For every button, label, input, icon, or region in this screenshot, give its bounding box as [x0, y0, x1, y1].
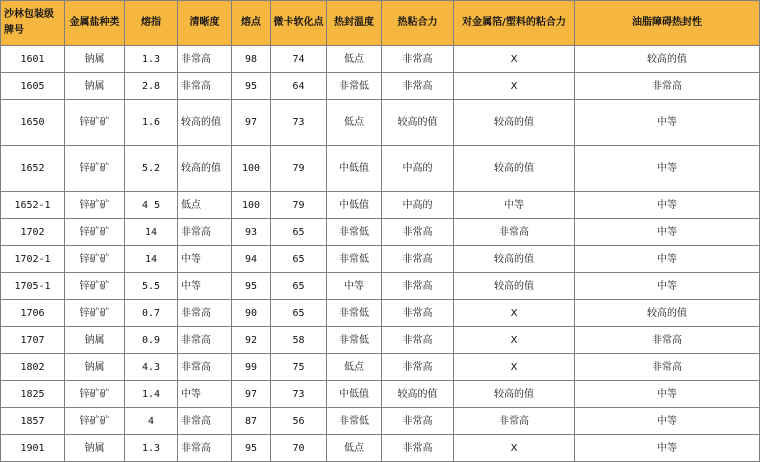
table-row: [1, 300, 760, 327]
cell-clarity: 非常高: [178, 354, 232, 381]
cell-clarity: 非常高: [178, 219, 232, 246]
cell-adhesion: 中等: [454, 192, 575, 219]
cell-grade: 1857: [1, 408, 65, 435]
cell-clarity: 中等: [178, 273, 232, 300]
cell-seal-temp: 非常低: [327, 219, 382, 246]
header-seal-temperature: 热封温度: [327, 1, 382, 46]
table-row: [1, 354, 760, 381]
cell-melting-point: 94: [232, 246, 271, 273]
cell-hot-tack: 非常高: [382, 435, 454, 462]
cell-seal-temp: 低点: [327, 46, 382, 73]
cell-melt-index: 1.3: [125, 435, 178, 462]
cell-vicat: 73: [271, 100, 327, 146]
cell-vicat: 73: [271, 381, 327, 408]
table-row: [1, 46, 760, 73]
cell-grease: 非常高: [575, 327, 760, 354]
cell-melting-point: 95: [232, 273, 271, 300]
cell-melting-point: 100: [232, 192, 271, 219]
cell-clarity: 非常高: [178, 408, 232, 435]
cell-melting-point: 100: [232, 146, 271, 192]
cell-seal-temp: 非常低: [327, 300, 382, 327]
cell-adhesion: 较高的值: [454, 100, 575, 146]
header-metal-salt: 金属盐种类: [65, 1, 125, 46]
cell-melt-index: 1.6: [125, 100, 178, 146]
cell-melting-point: 98: [232, 46, 271, 73]
cell-metal-salt: 钠属: [65, 46, 125, 73]
cell-seal-temp: 低点: [327, 354, 382, 381]
cell-hot-tack: 中高的: [382, 192, 454, 219]
cell-melting-point: 97: [232, 381, 271, 408]
cell-melting-point: 93: [232, 219, 271, 246]
cell-seal-temp: 非常低: [327, 73, 382, 100]
cell-grease: 中等: [575, 146, 760, 192]
cell-melt-index: 4.3: [125, 354, 178, 381]
cell-seal-temp: 中等: [327, 273, 382, 300]
cell-grade: 1652: [1, 146, 65, 192]
cell-seal-temp: 中低值: [327, 381, 382, 408]
cell-clarity: 非常高: [178, 327, 232, 354]
cell-melt-index: 4 5: [125, 192, 178, 219]
table-row: [1, 100, 760, 146]
cell-metal-salt: 钠属: [65, 354, 125, 381]
cell-metal-salt: 钠属: [65, 327, 125, 354]
cell-clarity: 非常高: [178, 435, 232, 462]
cell-seal-temp: 低点: [327, 435, 382, 462]
cell-vicat: 58: [271, 327, 327, 354]
cell-adhesion: X: [454, 327, 575, 354]
cell-metal-salt: 锌矿矿: [65, 300, 125, 327]
cell-vicat: 65: [271, 300, 327, 327]
cell-clarity: 非常高: [178, 300, 232, 327]
cell-hot-tack: 较高的值: [382, 381, 454, 408]
cell-hot-tack: 非常高: [382, 327, 454, 354]
cell-seal-temp: 非常低: [327, 408, 382, 435]
cell-seal-temp: 低点: [327, 100, 382, 146]
cell-melting-point: 87: [232, 408, 271, 435]
cell-grade: 1702-1: [1, 246, 65, 273]
header-melt-index: 熔指: [125, 1, 178, 46]
cell-grease: 中等: [575, 192, 760, 219]
cell-melt-index: 2.8: [125, 73, 178, 100]
cell-adhesion: 非常高: [454, 408, 575, 435]
cell-vicat: 65: [271, 246, 327, 273]
cell-metal-salt: 锌矿矿: [65, 381, 125, 408]
cell-seal-temp: 中低值: [327, 192, 382, 219]
cell-vicat: 79: [271, 192, 327, 219]
cell-grease: 较高的值: [575, 46, 760, 73]
table-row: [1, 73, 760, 100]
table-row: [1, 192, 760, 219]
cell-melting-point: 92: [232, 327, 271, 354]
cell-metal-salt: 锌矿矿: [65, 273, 125, 300]
cell-melt-index: 14: [125, 219, 178, 246]
cell-adhesion: 非常高: [454, 219, 575, 246]
cell-grade: 1901: [1, 435, 65, 462]
cell-adhesion: 较高的值: [454, 273, 575, 300]
cell-hot-tack: 非常高: [382, 300, 454, 327]
header-hot-tack: 热粘合力: [382, 1, 454, 46]
cell-grade: 1650: [1, 100, 65, 146]
cell-adhesion: X: [454, 354, 575, 381]
cell-metal-salt: 锌矿矿: [65, 219, 125, 246]
cell-grease: 中等: [575, 100, 760, 146]
table-row: [1, 219, 760, 246]
cell-vicat: 79: [271, 146, 327, 192]
table-row: [1, 435, 760, 462]
cell-seal-temp: 非常低: [327, 246, 382, 273]
cell-seal-temp: 中低值: [327, 146, 382, 192]
cell-adhesion: X: [454, 73, 575, 100]
header-clarity: 清晰度: [178, 1, 232, 46]
cell-melt-index: 1.3: [125, 46, 178, 73]
cell-hot-tack: 非常高: [382, 273, 454, 300]
cell-hot-tack: 非常高: [382, 46, 454, 73]
cell-grease: 中等: [575, 435, 760, 462]
cell-grade: 1705-1: [1, 273, 65, 300]
cell-grease: 非常高: [575, 354, 760, 381]
cell-grease: 中等: [575, 246, 760, 273]
cell-metal-salt: 锌矿矿: [65, 100, 125, 146]
cell-melting-point: 90: [232, 300, 271, 327]
cell-grade: 1825: [1, 381, 65, 408]
cell-melt-index: 4: [125, 408, 178, 435]
cell-metal-salt: 钠属: [65, 435, 125, 462]
header-grade: 沙林包装级牌号: [1, 1, 65, 46]
cell-melt-index: 14: [125, 246, 178, 273]
cell-adhesion: 较高的值: [454, 146, 575, 192]
cell-adhesion: 较高的值: [454, 381, 575, 408]
cell-adhesion: 较高的值: [454, 246, 575, 273]
cell-vicat: 70: [271, 435, 327, 462]
cell-vicat: 65: [271, 273, 327, 300]
cell-melting-point: 97: [232, 100, 271, 146]
cell-grease: 较高的值: [575, 300, 760, 327]
cell-clarity: 中等: [178, 246, 232, 273]
cell-metal-salt: 锌矿矿: [65, 146, 125, 192]
cell-vicat: 75: [271, 354, 327, 381]
cell-grade: 1702: [1, 219, 65, 246]
cell-melt-index: 0.7: [125, 300, 178, 327]
header-vicat-softening: 微卡软化点: [271, 1, 327, 46]
cell-grade: 1706: [1, 300, 65, 327]
cell-melting-point: 95: [232, 435, 271, 462]
cell-metal-salt: 锌矿矿: [65, 408, 125, 435]
table-row: [1, 246, 760, 273]
cell-melt-index: 5.5: [125, 273, 178, 300]
cell-melt-index: 1.4: [125, 381, 178, 408]
cell-clarity: 中等: [178, 381, 232, 408]
cell-seal-temp: 非常低: [327, 327, 382, 354]
cell-grade: 1802: [1, 354, 65, 381]
header-row: [1, 1, 760, 46]
cell-grease: 中等: [575, 381, 760, 408]
cell-hot-tack: 非常高: [382, 408, 454, 435]
table-row: [1, 146, 760, 192]
cell-adhesion: X: [454, 300, 575, 327]
cell-grease: 中等: [575, 219, 760, 246]
cell-metal-salt: 锌矿矿: [65, 246, 125, 273]
table-row: [1, 327, 760, 354]
cell-grease: 中等: [575, 408, 760, 435]
cell-melting-point: 95: [232, 73, 271, 100]
cell-adhesion: X: [454, 435, 575, 462]
header-grease-resistance: 油脂障碍热封性: [575, 1, 760, 46]
cell-metal-salt: 钠属: [65, 73, 125, 100]
cell-vicat: 56: [271, 408, 327, 435]
cell-clarity: 较高的值: [178, 146, 232, 192]
cell-hot-tack: 非常高: [382, 219, 454, 246]
cell-melt-index: 5.2: [125, 146, 178, 192]
table-body: [1, 46, 760, 462]
cell-grease: 中等: [575, 273, 760, 300]
table-row: [1, 381, 760, 408]
header-melting-point: 熔点: [232, 1, 271, 46]
cell-grade: 1601: [1, 46, 65, 73]
cell-hot-tack: 较高的值: [382, 100, 454, 146]
table-row: [1, 273, 760, 300]
cell-clarity: 较高的值: [178, 100, 232, 146]
table-row: [1, 408, 760, 435]
cell-vicat: 65: [271, 219, 327, 246]
cell-hot-tack: 非常高: [382, 354, 454, 381]
cell-grade: 1605: [1, 73, 65, 100]
cell-vicat: 74: [271, 46, 327, 73]
cell-adhesion: X: [454, 46, 575, 73]
cell-vicat: 64: [271, 73, 327, 100]
cell-grade: 1652-1: [1, 192, 65, 219]
cell-clarity: 非常高: [178, 46, 232, 73]
cell-hot-tack: 非常高: [382, 73, 454, 100]
cell-grade: 1707: [1, 327, 65, 354]
cell-hot-tack: 中高的: [382, 146, 454, 192]
cell-metal-salt: 锌矿矿: [65, 192, 125, 219]
cell-melting-point: 99: [232, 354, 271, 381]
header-adhesion: 对金属箔/塑料的粘合力: [454, 1, 575, 46]
cell-clarity: 低点: [178, 192, 232, 219]
cell-hot-tack: 非常高: [382, 246, 454, 273]
cell-clarity: 非常高: [178, 73, 232, 100]
cell-grease: 非常高: [575, 73, 760, 100]
table-header: [1, 1, 760, 46]
cell-melt-index: 0.9: [125, 327, 178, 354]
